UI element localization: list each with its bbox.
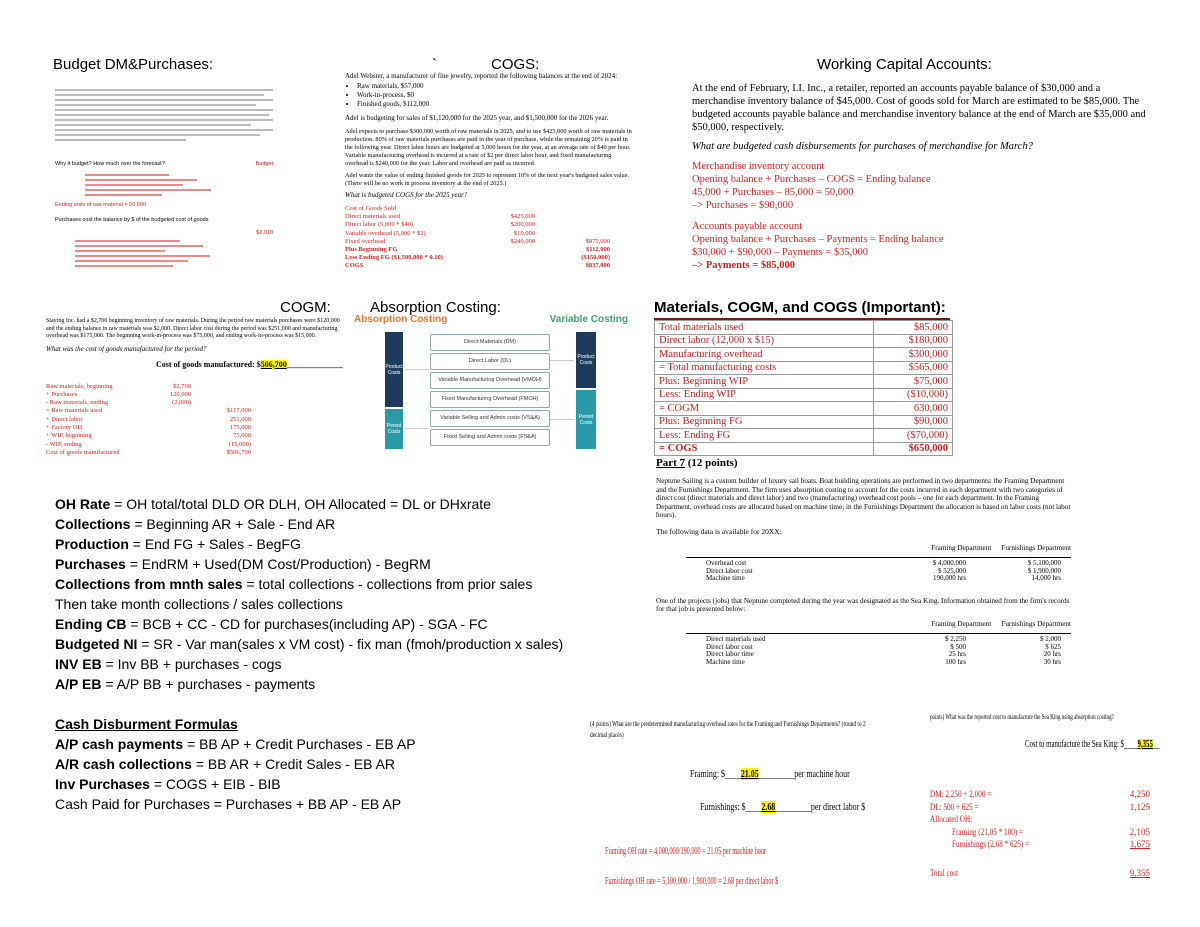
cogs-calc-v2: $837,000 (585, 262, 610, 270)
sea-king-calc-label: Allocated OH: (930, 814, 973, 824)
sea-king-calc-label: DM: 2,250 + 2,000 = (930, 789, 992, 799)
cogm-calc-label: Raw materials, beginning (46, 382, 113, 390)
cogs-para3: Adel wants the value of ending finished goods for 2025 to represent 10% of the next year's budgeted sales value. (There will be no work in process inventory at the end of 2025.) (345, 172, 630, 187)
cogm-calc-v2 (191, 383, 251, 391)
materials-row (655, 388, 953, 402)
cogs-calc-row (345, 246, 635, 254)
cogs-calc-v1 (475, 205, 535, 213)
cogs-calc-v2: ($150,000) (581, 254, 610, 262)
part7-row-label: Overhead cost (706, 558, 747, 567)
cash-formula-expression: Cash Paid for Purchases = Purchases + BB AP - EB AP (55, 796, 402, 812)
cogm-calc-v2: 75,000 (233, 432, 251, 440)
part7-row-b: $ 625 (1045, 642, 1061, 651)
materials-row (655, 321, 953, 335)
header-materials: Materials, COGM, and COGS (Important): (654, 299, 946, 316)
materials-value: $565,000 (874, 361, 953, 375)
cash-disbursement (55, 714, 615, 814)
formula-expression: = End FG + Sales - BegFG (128, 536, 301, 552)
cogs-calc-label: Plus Beginning FG (345, 246, 398, 254)
part7-row-b: 30 hrs (1043, 657, 1061, 666)
part7-paragraph2: One of the projects (jobs) that Neptune completed during the year was designated as the Sea King. Information obtained from the firm's records for that job is presented below: (656, 596, 1070, 614)
cogm-calc-label: + Direct labor (46, 415, 83, 423)
absorption-row: Direct Labor (DL) (430, 353, 550, 370)
formula-term: OH Rate (55, 496, 111, 512)
part7-row-b: $ 5,100,000 (1027, 558, 1061, 567)
header-cogs: COGS: (491, 56, 540, 73)
cogm-calc-label: + Factory OH (46, 423, 83, 431)
cogm-calc-label: + Purchases (46, 390, 78, 398)
sea-king-calc-label: Total cost (930, 868, 959, 878)
bracket-line (550, 419, 574, 420)
materials-value: $90,000 (874, 415, 953, 429)
materials-table (654, 320, 953, 456)
part7-row (686, 575, 1071, 583)
materials-value: $75,000 (874, 375, 953, 389)
cash-formula-line (55, 754, 615, 774)
materials-label: Plus: Beginning FG (655, 415, 874, 429)
materials-label: = Total manufacturing costs (655, 361, 874, 375)
cogs-calc-row (345, 213, 635, 221)
cogm-calc-v1 (151, 449, 191, 457)
cogs-calc-v1: $240,000 (510, 237, 535, 245)
part7-row-a: 25 hrs (948, 650, 966, 659)
wc-ap-calc: Accounts payable account Opening balance + Purchases – Payments = Ending balance $30,000 + $90,000 – Payments = $35,000 –> Payments = $85,000 (692, 221, 944, 271)
cash-formula-line (55, 794, 615, 814)
cogs-calc-v1: $200,000 (510, 221, 535, 229)
sea-king-calc-value (1100, 813, 1150, 826)
sea-king-question-text: points) What was the reported cost to manufacture the Sea King using absorption costing? (930, 712, 1114, 721)
formula-expression: = A/P BB + purchases - payments (101, 676, 316, 692)
cogs-calc-row (345, 238, 635, 246)
cogs-bullet: • Work-in-process, $0 (357, 91, 635, 100)
sea-king-calc-value: 1,675 (1129, 839, 1150, 849)
cogm-calc-v1: (2,000) (172, 399, 191, 407)
sea-king-calc-row (930, 801, 1180, 814)
part7-table1-header: Framing Department Furnishings Department (931, 543, 1071, 552)
absorption-row: Direct Materials (DM) (430, 334, 550, 351)
part7-row-b: 14,000 hrs (1031, 574, 1061, 583)
sea-king-cost-question (930, 712, 1180, 882)
cogs-calc-v2 (535, 230, 610, 238)
formula-line (55, 514, 615, 534)
part7-row-a: 190,000 hrs (932, 574, 966, 583)
cash-formula-term: A/R cash collections (55, 756, 192, 772)
formula-expression: = BCB + CC - CD for purchases(including AP) - SGA - FC (126, 616, 488, 632)
part7-block (656, 457, 1076, 666)
sea-king-calc (930, 788, 1180, 880)
period-costs-left: Period Costs (385, 409, 403, 449)
absorption-diagram (352, 314, 630, 452)
absorption-left-title: Absorption Costing (354, 314, 448, 325)
materials-label: Manufacturing overhead (655, 348, 874, 362)
materials-row (655, 375, 953, 389)
cogs-calc-row (345, 254, 635, 262)
cogm-calc-v2: $117,000 (226, 407, 251, 415)
cogm-calc-v2: 175,000 (229, 423, 251, 431)
cogm-calc-v2: 251,000 (229, 415, 251, 423)
part7-data-label: The following data is available for 20XX: (656, 526, 782, 536)
materials-label: Direct labor (12,000 x $15) (655, 334, 874, 348)
formula-term: Collections (55, 516, 131, 532)
materials-value: 630,000 (874, 402, 953, 416)
framing-rate-calc: Framing OH rate = 4,000,000/190,000 = 21.05 per machine hour (605, 846, 767, 857)
formula-line (55, 594, 615, 614)
part7-row-a: $ 525,000 (938, 566, 966, 575)
sea-king-calc-value: 9,355 (1129, 868, 1150, 878)
cogs-calc-v1: $425,000 (510, 213, 535, 221)
formula-line (55, 494, 615, 514)
cogs-calc-v1 (475, 262, 535, 270)
cogm-calc-v1 (151, 441, 191, 449)
budget-red-calc-1 (85, 174, 225, 196)
cogm-answer: Cost of goods manufactured: $506,700______________ (156, 359, 343, 369)
cash-formula-line (55, 734, 615, 754)
cogm-calc-label: = Raw materials used (46, 407, 103, 415)
formula-expression: = Beginning AR + Sale - End AR (130, 516, 336, 532)
cogs-calc-v1 (475, 246, 535, 254)
framing-rate-answer: Framing: $____21.05_________per machine hour (690, 768, 850, 780)
formula-term: A/P EB (55, 676, 102, 692)
materials-label: Less: Ending FG (655, 429, 874, 443)
header-absorption: Absorption Costing: (370, 299, 501, 316)
formula-term: Ending CB (55, 616, 127, 632)
cogs-intro: Adel Webster, a manufacturer of fine jewelry, reported the following balances at the end of 2024: (345, 72, 618, 80)
sea-king-calc-row (930, 867, 1180, 880)
part7-title: Part 7 (12 points) (656, 457, 738, 469)
materials-row (655, 334, 953, 348)
cogs-para2: Adel expects to purchase $300,000 worth of raw materials in 2025, and to use $425,000 worth of raw materials in production. 80% of raw materials purchases are paid in the year of purchase, while the remaining 20% is paid in the following year. Direct labor hours are budgeted at 5,000 hours for the year, at an average rate of $40 per hour. Variable manufacturing overhead is incurred at a rate of $2 per direct labor hour, and fixed manufacturing overhead is $240,000 for the year. Labor and overhead are paid as incurred. (345, 128, 632, 167)
sea-king-calc-row (930, 826, 1180, 839)
part7-row-label: Machine time (706, 657, 745, 666)
cogs-calc-v1 (475, 254, 535, 262)
cogm-calc-v2: $506,700 (226, 448, 251, 456)
cogm-calc-row (46, 391, 256, 399)
budget-question-1: Why it budget? How much over the forecast? Budget (55, 161, 273, 167)
cogs-calc-label: Less Ending FG ($1,500,000 * 0.10) (345, 254, 443, 262)
sea-king-calc-row (930, 788, 1180, 801)
period-costs-right: Period Costs (576, 390, 596, 449)
cogm-calc-v1 (151, 424, 191, 432)
cogm-calc-v1 (151, 407, 191, 415)
part7-paragraph: Neptune Sailing is a custom builder of luxury sail boats. Boat building operations are performed in two departments: the Framing Department and the Furnishings Department. The firm uses absorption costing to account for the costs incurred in each department with two categories of direct cost (direct materials and direct labor) and two (manufacturing) overhead cost pools – one for each department. In the Framing Department, overhead costs are allocated based on machine time; in the Furnishings Department the allocation is based on labor costs (not labor hours). (656, 477, 1071, 520)
cogm-calc-v1: 120,000 (169, 390, 191, 398)
cogs-calc-v1: $10,000 (513, 229, 535, 237)
materials-label: = COGM (655, 402, 874, 416)
cogs-calc-v2 (535, 213, 610, 221)
bracket-line (550, 360, 574, 361)
furnishings-rate-calc: Furnishings OH rate = 5,100,000 / 1,900,000 = 2.68 per direct labor $ (605, 876, 779, 887)
cash-title: Cash Disburment Formulas (55, 716, 238, 732)
part7-row-label: Direct labor cost (706, 566, 753, 575)
cogs-bullets (345, 82, 635, 109)
materials-table-wrap (654, 318, 953, 456)
sea-king-calc-row (930, 813, 1180, 826)
formula-expression: = EndRM + Used(DM Cost/Production) - BegRM (125, 556, 431, 572)
cogm-calc-v1 (151, 432, 191, 440)
formula-line (55, 534, 615, 554)
cogm-calc-row (46, 407, 256, 415)
cogs-calc-label: Direct materials used (345, 213, 401, 221)
budget-block (55, 87, 273, 297)
part7-row-a: $ 500 (950, 642, 966, 651)
part7-row-label: Direct labor time (706, 650, 754, 659)
cash-formula-expression: = COGS + EIB - BIB (149, 776, 281, 792)
cogm-calc-row (46, 441, 256, 449)
formula-expression: = total collections - collections from prior sales (242, 576, 533, 592)
formula-line (55, 634, 615, 654)
cogs-calc-v2 (535, 205, 610, 213)
formula-expression: = Inv BB + purchases - cogs (101, 656, 282, 672)
cogs-calc-label: Direct labor (5,000 * $40) (345, 221, 414, 229)
materials-label: Less: Ending WIP (655, 388, 874, 402)
formula-term: Production (55, 536, 129, 552)
budget-end-line: Ending units of raw material = 50,000 (55, 202, 146, 208)
cogm-calc-label: - WIP, ending (46, 440, 82, 448)
part7-row-label: Direct materials used (706, 634, 766, 643)
part7-row-b: $ 1,900,000 (1027, 566, 1061, 575)
part7-row-b: $ 2,000 (1040, 634, 1061, 643)
part7-table2-header: Framing Department Furnishings Department (931, 619, 1071, 628)
cogs-bullet: • Raw materials, $57,000 (357, 82, 635, 91)
materials-row (655, 442, 953, 456)
wc-block (692, 82, 1147, 272)
cogm-calc-v1: $2,700 (173, 382, 191, 390)
cogs-calc-v2 (535, 221, 610, 229)
cogs-question: What is budgeted COGS for the 2025 year? (345, 191, 468, 199)
cogm-calc-label: + WIP, beginning (46, 432, 92, 440)
bracket-line (405, 428, 429, 429)
part7-row-a: $ 2,250 (945, 634, 966, 643)
part7-row-a: 100 hrs (945, 657, 966, 666)
cogm-question: What was the cost of goods manufactured for the period? (46, 344, 207, 353)
materials-value: $650,000 (874, 442, 953, 456)
overhead-rate-question (590, 718, 875, 898)
cogs-calc-row (345, 221, 635, 229)
formula-line (55, 614, 615, 634)
part7-table1 (686, 544, 1071, 583)
cogm-intro: Staying Inc. had a $2,700 beginning inventory of raw materials. During the period raw materials purchases were $120,000 and the ending balance in raw materials was $2,000. Direct labor cost during the period was $251,000 and manufacturing overhead was $175,000. The beginning work-in-process was $75,000, and ending work-in-process was $15,000. (46, 318, 340, 339)
materials-row (655, 415, 953, 429)
absorption-row: Variable Manufacturing Overhead (VMOH) (430, 372, 550, 389)
absorption-row: Fixed Manufacturing Overhead (FMOH) (430, 391, 550, 408)
cogs-calc-table (345, 205, 635, 271)
formula-expression: Then take month collections / sales collections (55, 596, 343, 612)
part7-table2 (686, 620, 1071, 666)
sea-king-calc-label (930, 851, 1066, 864)
cogs-calc-label: Variable overhead (5,000 * $2) (345, 229, 426, 237)
header-budget: Budget DM&Purchases: (53, 56, 214, 73)
cogs-calc-v2: $875,000 (585, 237, 610, 245)
materials-row (655, 348, 953, 362)
cogm-calc-row (46, 399, 256, 407)
budget-answer-2: $2,010 (256, 230, 273, 236)
sea-king-calc-value (1100, 851, 1150, 864)
cogm-calc-row (46, 432, 256, 440)
cogs-calc-row (345, 262, 635, 270)
cogs-calc-v2: $112,000 (585, 246, 610, 254)
cogm-calc-row (46, 424, 256, 432)
header-working-capital: Working Capital Accounts: (817, 56, 992, 73)
sea-king-calc-label: DL: 500 + 625 = (930, 801, 979, 812)
formula-line (55, 654, 615, 674)
cogm-calc-v2: (15,000) (228, 440, 251, 448)
formula-line (55, 674, 615, 694)
formula-line (55, 554, 615, 574)
cogm-calc-row (46, 416, 256, 424)
wc-paragraph: At the end of February, I.I. Inc., a retailer, reported an accounts payable balance of $30,000 and a merchandise inventory balance of $45,000. Cost of goods sold for March are estimated to be $85,000. The budgeted accounts payable balance and merchandise inventory balance at the end of March are $35,000 and $50,000, respectively. (692, 83, 1146, 133)
cogm-calc-v1 (151, 416, 191, 424)
formula-term: Purchases (55, 556, 126, 572)
absorption-row: Variable Selling and Admin costs (VS&A) (430, 410, 550, 427)
header-backtick: ` (432, 56, 437, 73)
cogm-calc-row (46, 383, 256, 391)
wc-merch-calc: Merchandise inventory account Opening balance + Purchases – COGS = Ending balance 45,000 + Purchases – 85,000 = 50,000 –> Purchases = $90,000 (692, 161, 931, 211)
part7-row-label: Machine time (706, 574, 745, 583)
absorption-right-title: Variable Costing (549, 314, 628, 325)
cash-formula-term: A/P cash payments (55, 736, 184, 752)
bracket-line (405, 369, 429, 370)
sea-king-calc-row (930, 851, 1180, 864)
furnishings-rate-answer: Furnishings: $____2.68_________per direct labor $ (700, 801, 866, 813)
sea-king-cost-answer: Cost to manufacture the Sea King: $____9,355__ (1025, 739, 1160, 750)
formula-expression: = SR - Var man(sales x VM cost) - fix man (fmoh/production x sales) (137, 636, 564, 652)
cogm-calc-v2 (191, 399, 251, 407)
cash-formula-expression: = BB AR + Credit Sales - EB AR (191, 756, 396, 772)
product-costs-left: Product Costs (385, 332, 403, 407)
cogm-calc-label: - Raw materials, ending (46, 399, 109, 407)
part7-row-b: 20 hrs (1043, 650, 1061, 659)
sea-king-calc-label: Furnishings (2.68 * 625) = (952, 839, 1030, 849)
materials-row (655, 429, 953, 443)
formulas-list (55, 494, 615, 694)
materials-row (655, 402, 953, 416)
absorption-row: Fixed Selling and Admin costs (FS&A) (430, 429, 550, 446)
cogs-calc-label: COGS (345, 262, 364, 270)
cash-formula-term: Inv Purchases (55, 776, 150, 792)
materials-label: Total materials used (655, 321, 874, 335)
wc-question: What are budgeted cash disbursements for purchases of merchandise for March? (692, 141, 1033, 152)
cogs-bullet: • Finished goods, $112,000 (357, 100, 635, 109)
materials-value: $180,000 (874, 334, 953, 348)
cash-formula-line (55, 774, 615, 794)
formula-expression: = OH total/total DLD OR DLH, OH Allocated = DL or DHxrate (110, 496, 491, 512)
sea-king-calc-value: 4,250 (1129, 789, 1150, 799)
cogs-calc-row (345, 230, 635, 238)
formula-term: Budgeted NI (55, 636, 138, 652)
sea-king-calc-label: Framing (21.05 * 100) = (952, 826, 1024, 837)
cogm-block (46, 318, 346, 457)
cogs-calc-row (345, 205, 635, 213)
header-cogm: COGM: (280, 299, 331, 316)
formula-term: Collections from mnth sales (55, 576, 243, 592)
cogs-block (345, 72, 635, 271)
product-costs-right: Product Costs (576, 332, 596, 388)
part7-row-a: $ 4,000,000 (932, 558, 966, 567)
cogm-calc-label: Cost of goods manufactured (46, 448, 120, 456)
materials-value: ($70,000) (874, 429, 953, 443)
budget-paragraph (55, 87, 273, 159)
cogm-calc-table (46, 383, 256, 458)
sea-king-calc-row (930, 838, 1180, 851)
part7-row (686, 659, 1071, 667)
materials-value: ($10,000) (874, 388, 953, 402)
materials-label: Plus: Beginning WIP (655, 375, 874, 389)
materials-value: $300,000 (874, 348, 953, 362)
cogs-calc-label: Cost of Goods Sold (345, 205, 397, 212)
cogs-calc-label: Fixed overhead (345, 237, 386, 245)
part7-row-label: Direct labor cost (706, 642, 753, 651)
cogm-calc-row (46, 449, 256, 457)
budget-question-2: Purchases cost the balance by $ of the budgeted cost of goods (55, 217, 209, 223)
materials-row (655, 361, 953, 375)
materials-value: $85,000 (874, 321, 953, 335)
materials-label: = COGS (655, 442, 874, 456)
sea-king-calc-value: 2,105 (1129, 826, 1150, 837)
cash-formula-expression: = BB AP + Credit Purchases - EB AP (183, 736, 416, 752)
cogm-calc-v2 (191, 391, 251, 399)
cogs-para1: Adel is budgeting for sales of $1,120,000 for the 2025 year, and $1,500,000 for the 2026 year. (345, 114, 609, 122)
formula-term: INV EB (55, 656, 102, 672)
sea-king-calc-value: 1,125 (1129, 801, 1150, 812)
budget-red-calc-2 (75, 240, 225, 267)
oh-question-text: (4 points) What are the predetermined manufacturing overhead rates for the Framing and Furnishings Departments? (round to 2 decimal places) (590, 719, 866, 739)
formula-line (55, 574, 615, 594)
